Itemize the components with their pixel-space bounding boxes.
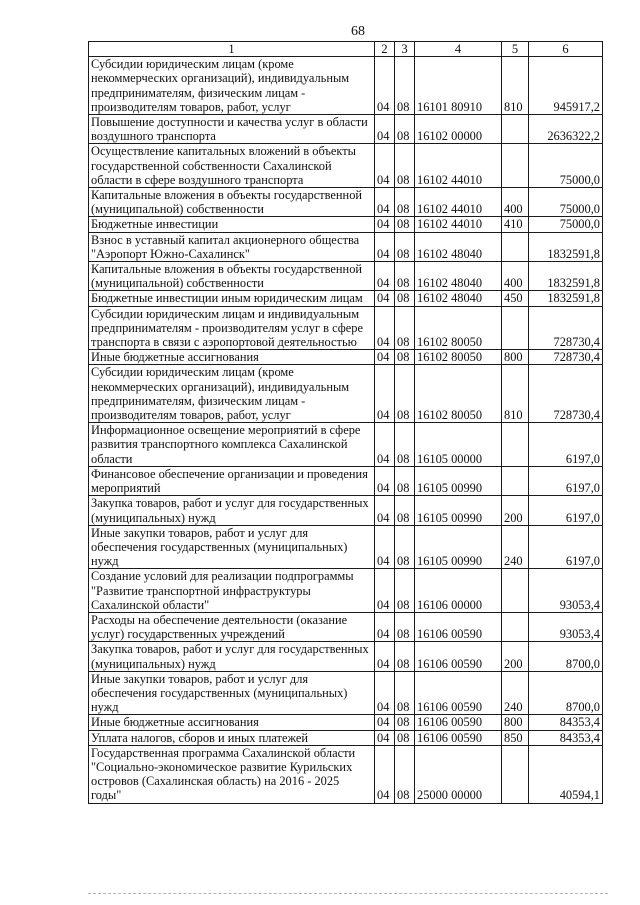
row-expense-type: [502, 144, 529, 188]
row-section: 04: [375, 569, 395, 613]
col-header-section: 2: [375, 42, 395, 57]
table-row: [89, 57, 603, 115]
row-expense-type: [502, 115, 529, 144]
row-subsection: 08: [395, 612, 415, 641]
table-row: [89, 642, 603, 671]
row-amount: 945917,2: [529, 57, 603, 115]
table-row: [89, 350, 603, 365]
row-expense-type: [502, 306, 529, 350]
row-subsection: 08: [395, 466, 415, 495]
row-target-article: 16101 80910: [415, 57, 502, 115]
row-amount: 84353,4: [529, 715, 603, 730]
row-section: 04: [375, 115, 395, 144]
row-expense-type: 800: [502, 350, 529, 365]
row-amount: 1832591,8: [529, 291, 603, 306]
row-name: Взнос в уставный капитал акционерного общества "Аэропорт Южно-Сахалинск": [89, 232, 375, 261]
row-amount: 75000,0: [529, 188, 603, 217]
row-target-article: 16105 00990: [415, 525, 502, 569]
col-header-subsection: 3: [395, 42, 415, 57]
row-subsection: 08: [395, 262, 415, 291]
row-section: 04: [375, 745, 395, 803]
row-amount: 6197,0: [529, 496, 603, 525]
row-expense-type: [502, 466, 529, 495]
row-subsection: 08: [395, 291, 415, 306]
row-subsection: 08: [395, 496, 415, 525]
row-expense-type: 450: [502, 291, 529, 306]
row-name: Субсидии юридическим лицам (кроме некоммерческих организаций), индивидуальным предпринимателям, физическим лицам - производителям товаров, работ, услуг: [89, 365, 375, 423]
row-subsection: 08: [395, 217, 415, 232]
row-name: Иные закупки товаров, работ и услуг для обеспечения государственных (муниципальных) нужд: [89, 525, 375, 569]
col-header-name: 1: [89, 42, 375, 57]
scan-artifact-line: [88, 893, 608, 895]
row-name: Создание условий для реализации подпрограммы "Развитие транспортной инфраструктуры Сахалинской области": [89, 569, 375, 613]
row-target-article: 16102 80050: [415, 306, 502, 350]
row-name: Информационное освещение мероприятий в сфере развития транспортного комплекса Сахалинской области: [89, 423, 375, 467]
row-section: 04: [375, 730, 395, 745]
col-header-expense-type: 5: [502, 42, 529, 57]
row-target-article: 16106 00590: [415, 612, 502, 641]
table-row: [89, 232, 603, 261]
row-subsection: 08: [395, 350, 415, 365]
row-name: Бюджетные инвестиции: [89, 217, 375, 232]
table-row: [89, 291, 603, 306]
row-target-article: 16102 80050: [415, 365, 502, 423]
table-row: [89, 569, 603, 613]
table-row: [89, 217, 603, 232]
row-section: 04: [375, 57, 395, 115]
row-subsection: 08: [395, 188, 415, 217]
row-amount: 728730,4: [529, 306, 603, 350]
header-row: [89, 42, 603, 57]
row-section: 04: [375, 188, 395, 217]
row-section: 04: [375, 496, 395, 525]
table-row: [89, 306, 603, 350]
row-amount: 8700,0: [529, 642, 603, 671]
row-amount: 84353,4: [529, 730, 603, 745]
row-name: Финансовое обеспечение организации и проведения мероприятий: [89, 466, 375, 495]
row-amount: 40594,1: [529, 745, 603, 803]
row-name: Закупка товаров, работ и услуг для государственных (муниципальных) нужд: [89, 496, 375, 525]
row-target-article: 16105 00990: [415, 496, 502, 525]
row-expense-type: 240: [502, 525, 529, 569]
row-amount: 2636322,2: [529, 115, 603, 144]
row-expense-type: 400: [502, 262, 529, 291]
table-row: [89, 365, 603, 423]
row-amount: 728730,4: [529, 350, 603, 365]
row-section: 04: [375, 671, 395, 715]
row-target-article: 16106 00590: [415, 642, 502, 671]
row-expense-type: [502, 569, 529, 613]
table-row: [89, 115, 603, 144]
row-amount: 728730,4: [529, 365, 603, 423]
row-subsection: 08: [395, 671, 415, 715]
page-number: 68: [351, 24, 365, 39]
row-subsection: 08: [395, 423, 415, 467]
row-section: 04: [375, 466, 395, 495]
row-expense-type: [502, 745, 529, 803]
row-name: Закупка товаров, работ и услуг для государственных (муниципальных) нужд: [89, 642, 375, 671]
table-row: [89, 262, 603, 291]
table-row: [89, 671, 603, 715]
row-target-article: 16106 00590: [415, 730, 502, 745]
row-target-article: 16102 48040: [415, 232, 502, 261]
row-name: Осуществление капитальных вложений в объекты государственной собственности Сахалинской области в сфере воздушного транспорта: [89, 144, 375, 188]
row-name: Иные закупки товаров, работ и услуг для обеспечения государственных (муниципальных) нужд: [89, 671, 375, 715]
row-amount: 93053,4: [529, 569, 603, 613]
table-row: [89, 188, 603, 217]
row-target-article: 16106 00000: [415, 569, 502, 613]
row-amount: 6197,0: [529, 423, 603, 467]
row-amount: 93053,4: [529, 612, 603, 641]
row-name: Субсидии юридическим лицам и индивидуальным предпринимателям - производителям услуг в сфере транспорта в связи с аэропортовой деятельностью: [89, 306, 375, 350]
row-subsection: 08: [395, 232, 415, 261]
row-expense-type: 200: [502, 496, 529, 525]
table-row: [89, 496, 603, 525]
row-section: 04: [375, 144, 395, 188]
row-name: Субсидии юридическим лицам (кроме некоммерческих организаций), индивидуальным предпринимателям, физическим лицам - производителям товаров, работ, услуг: [89, 57, 375, 115]
row-section: 04: [375, 262, 395, 291]
table-row: [89, 730, 603, 745]
table-row: [89, 423, 603, 467]
row-expense-type: 850: [502, 730, 529, 745]
row-target-article: 16106 00590: [415, 671, 502, 715]
row-target-article: 16105 00990: [415, 466, 502, 495]
row-amount: 8700,0: [529, 671, 603, 715]
row-expense-type: [502, 423, 529, 467]
row-section: 04: [375, 525, 395, 569]
row-expense-type: [502, 232, 529, 261]
row-name: Расходы на обеспечение деятельности (оказание услуг) государственных учреждений: [89, 612, 375, 641]
row-name: Государственная программа Сахалинской области "Социально-экономическое развитие Курильских островов (Сахалинская область) на 2016 - 2025 годы": [89, 745, 375, 803]
row-amount: 1832591,8: [529, 262, 603, 291]
row-subsection: 08: [395, 365, 415, 423]
row-expense-type: [502, 612, 529, 641]
row-section: 04: [375, 306, 395, 350]
col-header-target-article: 4: [415, 42, 502, 57]
row-section: 04: [375, 612, 395, 641]
row-expense-type: 810: [502, 57, 529, 115]
row-subsection: 08: [395, 642, 415, 671]
row-target-article: 16102 44010: [415, 188, 502, 217]
row-section: 04: [375, 232, 395, 261]
row-section: 04: [375, 291, 395, 306]
row-expense-type: 810: [502, 365, 529, 423]
row-name: Бюджетные инвестиции иным юридическим лицам: [89, 291, 375, 306]
row-target-article: 16102 44010: [415, 217, 502, 232]
row-target-article: 16106 00590: [415, 715, 502, 730]
row-section: 04: [375, 365, 395, 423]
row-section: 04: [375, 642, 395, 671]
row-target-article: 16102 48040: [415, 291, 502, 306]
row-name: Повышение доступности и качества услуг в области воздушного транспорта: [89, 115, 375, 144]
row-name: Уплата налогов, сборов и иных платежей: [89, 730, 375, 745]
row-amount: 75000,0: [529, 217, 603, 232]
table-row: [89, 745, 603, 803]
row-name: Капитальные вложения в объекты государственной (муниципальной) собственности: [89, 262, 375, 291]
row-name: Капитальные вложения в объекты государственной (муниципальной) собственности: [89, 188, 375, 217]
row-subsection: 08: [395, 745, 415, 803]
table-row: [89, 144, 603, 188]
row-amount: 75000,0: [529, 144, 603, 188]
row-amount: 1832591,8: [529, 232, 603, 261]
table-row: [89, 715, 603, 730]
row-section: 04: [375, 423, 395, 467]
budget-table: [88, 41, 603, 804]
row-name: Иные бюджетные ассигнования: [89, 715, 375, 730]
row-subsection: 08: [395, 115, 415, 144]
row-expense-type: 410: [502, 217, 529, 232]
row-target-article: 16105 00000: [415, 423, 502, 467]
row-subsection: 08: [395, 306, 415, 350]
row-section: 04: [375, 350, 395, 365]
row-subsection: 08: [395, 144, 415, 188]
row-amount: 6197,0: [529, 466, 603, 495]
table-row: [89, 525, 603, 569]
row-subsection: 08: [395, 730, 415, 745]
row-target-article: 16102 48040: [415, 262, 502, 291]
row-section: 04: [375, 217, 395, 232]
row-subsection: 08: [395, 57, 415, 115]
row-amount: 6197,0: [529, 525, 603, 569]
row-target-article: 16102 44010: [415, 144, 502, 188]
row-subsection: 08: [395, 525, 415, 569]
row-section: 04: [375, 715, 395, 730]
row-target-article: 16102 00000: [415, 115, 502, 144]
row-expense-type: 800: [502, 715, 529, 730]
row-target-article: 16102 80050: [415, 350, 502, 365]
row-expense-type: 400: [502, 188, 529, 217]
row-expense-type: 200: [502, 642, 529, 671]
row-expense-type: 240: [502, 671, 529, 715]
table-row: [89, 612, 603, 641]
row-target-article: 25000 00000: [415, 745, 502, 803]
row-name: Иные бюджетные ассигнования: [89, 350, 375, 365]
col-header-amount: 6: [529, 42, 603, 57]
table-row: [89, 466, 603, 495]
row-subsection: 08: [395, 569, 415, 613]
row-subsection: 08: [395, 715, 415, 730]
